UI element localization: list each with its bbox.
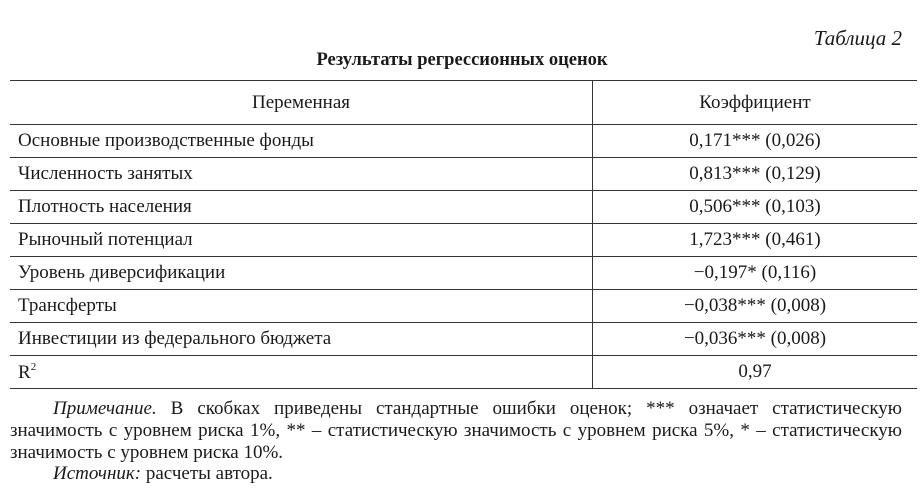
table-source xyxy=(53,463,273,485)
row-variable: Рыночный потенциал xyxy=(10,224,593,257)
source-text: расчеты автора. xyxy=(141,463,273,484)
table-note xyxy=(10,398,902,464)
row-variable: Плотность населения xyxy=(10,191,593,224)
row-coefficient: −0,038*** (0,008) xyxy=(593,290,918,323)
header-variable: Переменная xyxy=(10,81,593,125)
r-squared-superscript: 2 xyxy=(30,360,37,373)
row-coefficient: −0,197* (0,116) xyxy=(593,257,918,290)
table-row xyxy=(10,125,917,158)
r-squared-value: 0,97 xyxy=(593,356,918,389)
row-coefficient: 0,813*** (0,129) xyxy=(593,158,918,191)
row-variable: Инвестиции из федерального бюджета xyxy=(10,323,593,356)
row-variable: Уровень диверсификации xyxy=(10,257,593,290)
r-squared-base: R xyxy=(18,361,31,383)
table-number-label: Таблица 2 xyxy=(813,26,902,50)
r-squared-row xyxy=(10,356,917,389)
table-row xyxy=(10,224,917,257)
table-title: Результаты регрессионных оценок xyxy=(316,50,608,70)
table-row xyxy=(10,158,917,191)
r-squared-label xyxy=(10,356,593,389)
table-row xyxy=(10,290,917,323)
table-row xyxy=(10,191,917,224)
row-coefficient: 0,506*** (0,103) xyxy=(593,191,918,224)
row-coefficient: −0,036*** (0,008) xyxy=(593,323,918,356)
note-text: В скобках приведены стандартные ошибки оценок; *** означает статистическую значимость с уровнем риска 1%, ** – статистическую значимость с уровнем риска 5%, * – статистическую значимость с уровнем риска 10%. xyxy=(10,398,902,463)
header-coefficient: Коэффициент xyxy=(593,81,918,125)
source-label: Источник: xyxy=(53,463,142,484)
row-variable: Численность занятых xyxy=(10,158,593,191)
table-header-row xyxy=(10,81,917,125)
row-variable: Основные производственные фонды xyxy=(10,125,593,158)
note-label: Примечание. xyxy=(53,398,157,419)
row-variable: Трансферты xyxy=(10,290,593,323)
table-row xyxy=(10,257,917,290)
regression-results-table xyxy=(10,80,917,389)
row-coefficient: 0,171*** (0,026) xyxy=(593,125,918,158)
row-coefficient: 1,723*** (0,461) xyxy=(593,224,918,257)
table-row xyxy=(10,323,917,356)
